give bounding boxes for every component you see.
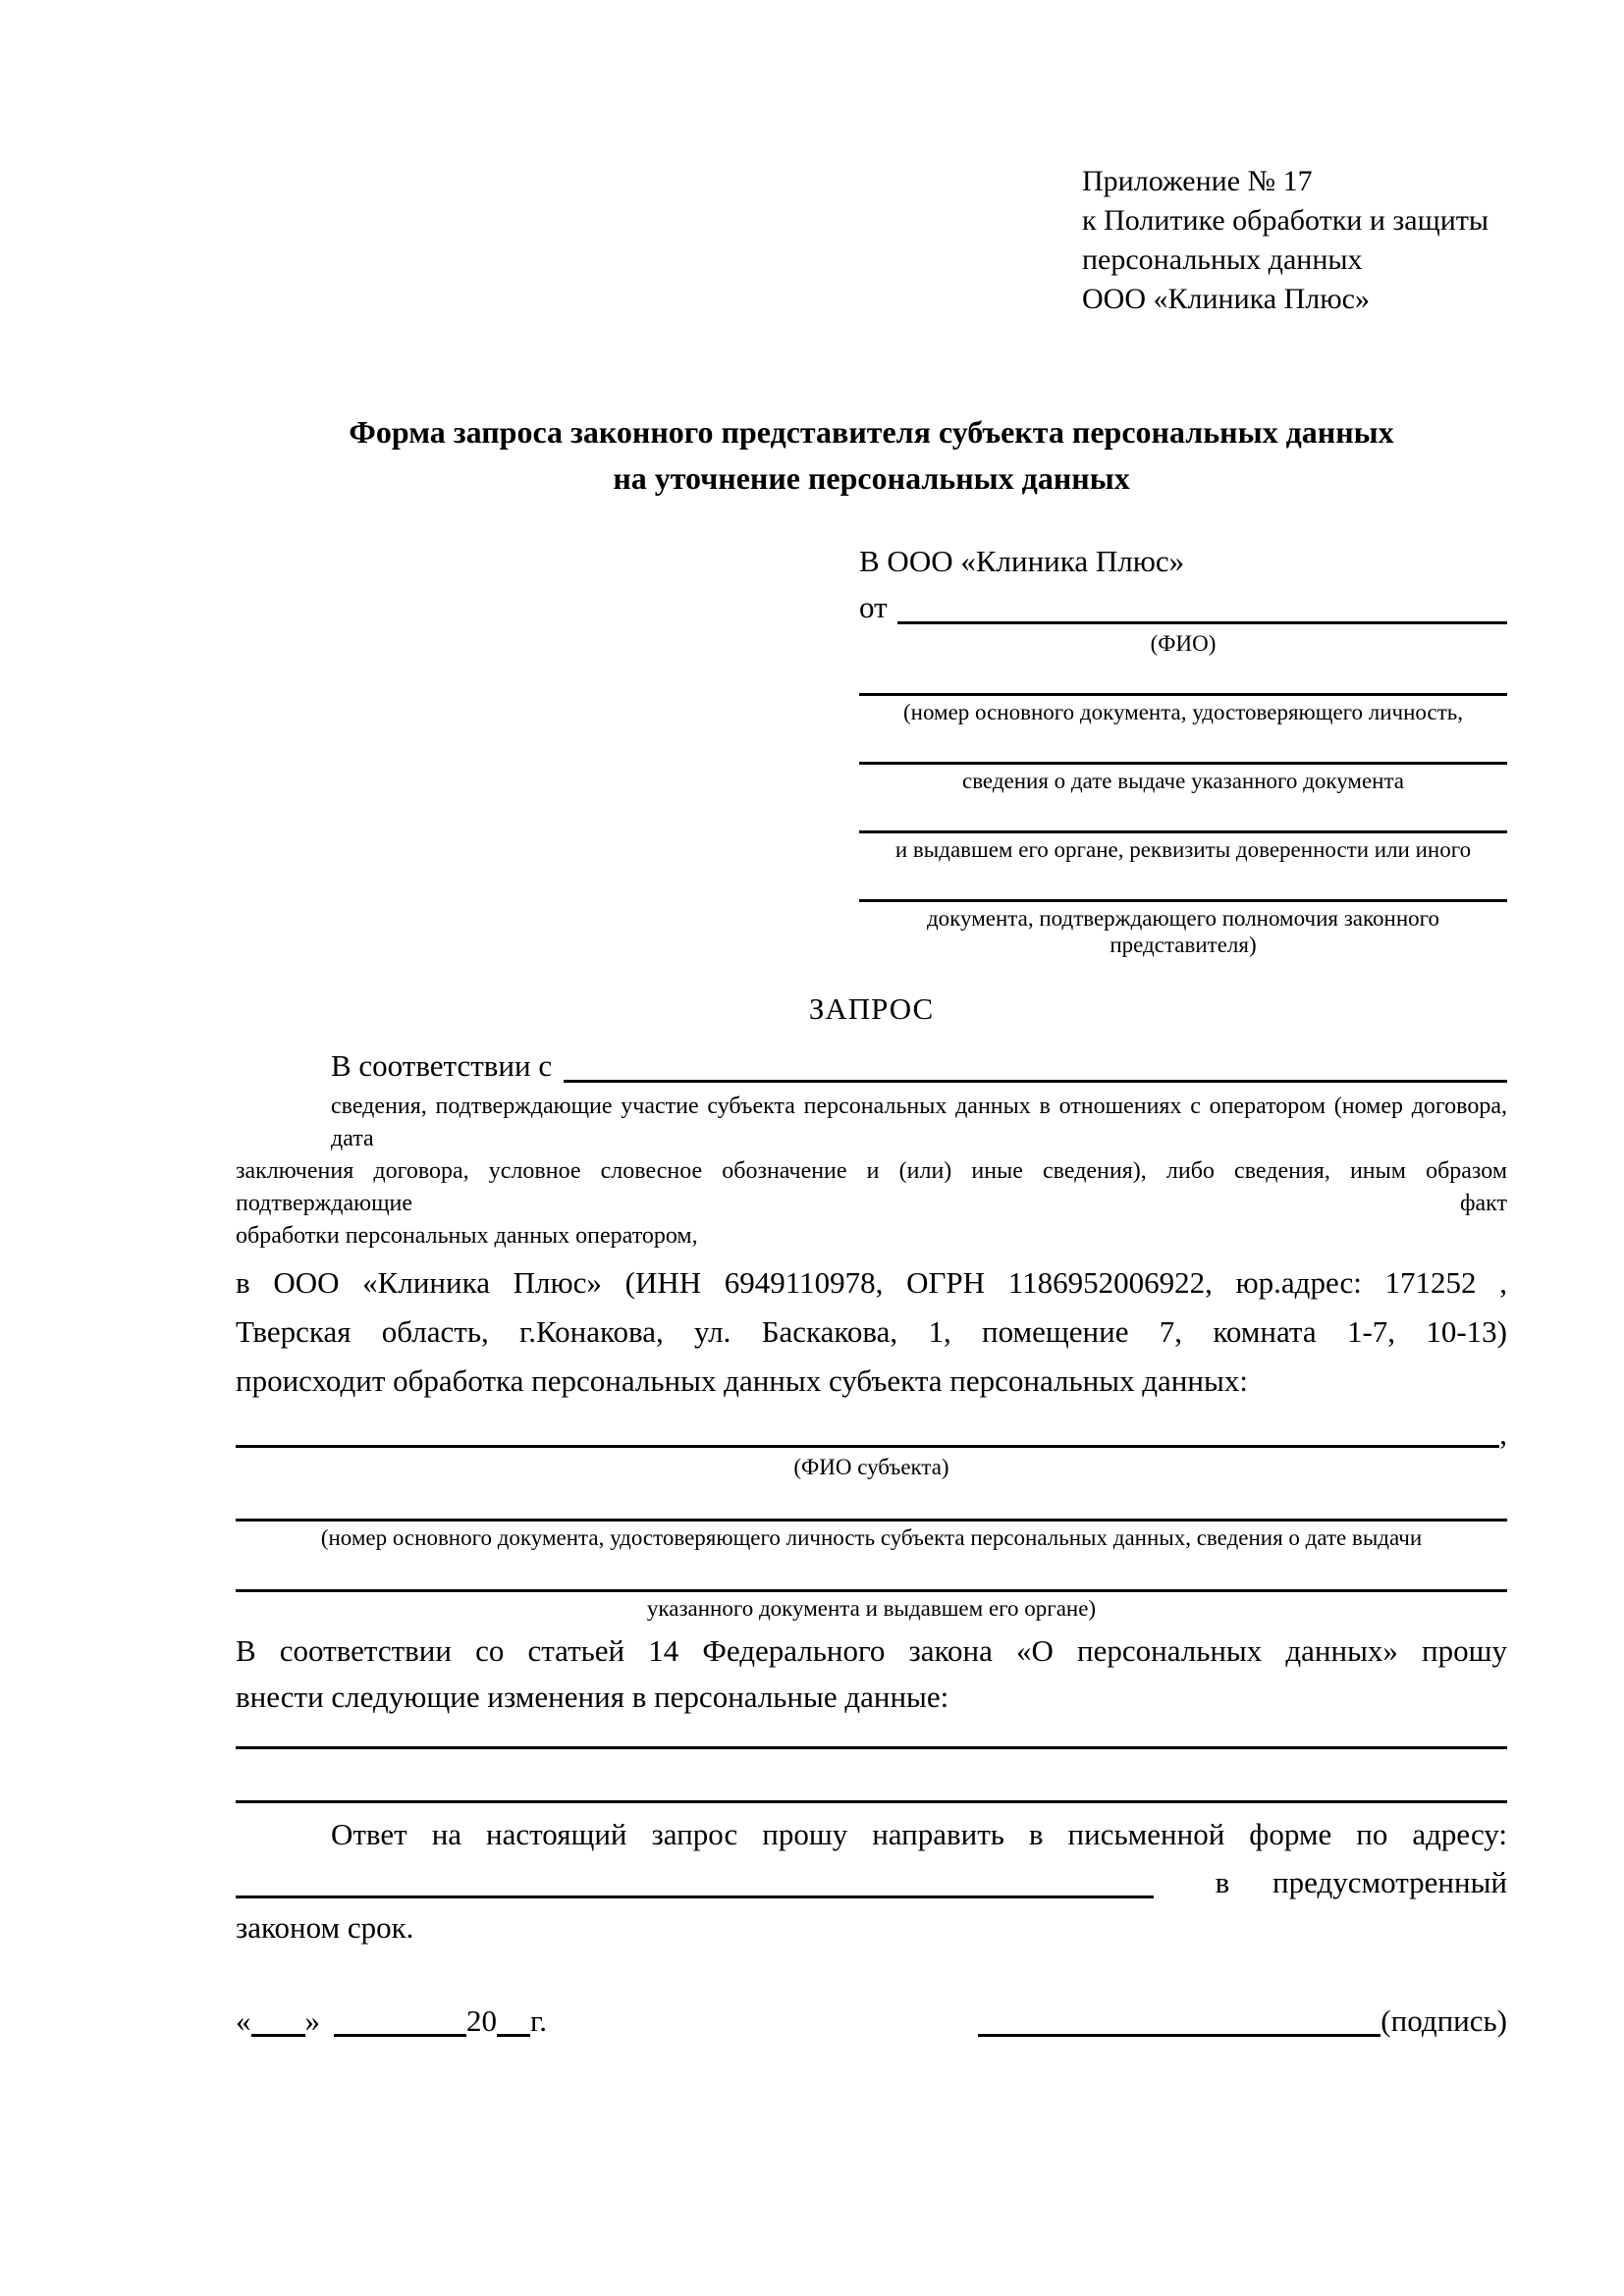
accordance-row — [236, 1041, 1507, 1087]
trailing-comma: , — [1499, 1416, 1507, 1451]
representative-doc-blank-line — [859, 725, 1507, 765]
operator-paragraph — [236, 1258, 1507, 1406]
subject-fio-row — [236, 1408, 1507, 1451]
appendix-line: ООО «Клиника Плюс» — [1082, 283, 1370, 315]
day-blank-line — [251, 2027, 305, 2037]
representative-doc-group — [859, 725, 1507, 794]
date-close-quote: » — [304, 2003, 320, 2038]
accordance-label: В соответствии с — [331, 1048, 553, 1083]
reply-address-row — [236, 1859, 1507, 1902]
appendix-line: персональных данных — [1082, 243, 1363, 276]
article-paragraph — [236, 1628, 1507, 1720]
date-signature-row — [236, 2000, 1507, 2043]
subject-doc-caption: указанного документа и выдавшем его органе) — [646, 1596, 1097, 1621]
from-blank-line — [897, 621, 1507, 624]
date-open-quote: « — [236, 2003, 251, 2038]
accordance-blank-line — [564, 1080, 1507, 1083]
representative-doc-blank-line — [859, 863, 1507, 902]
representative-doc-group — [859, 657, 1507, 725]
appendix-line: Приложение № 17 — [1082, 165, 1313, 197]
from-row — [859, 584, 1507, 627]
article-line: В соответствии со статьей 14 Федерального закона «О персональных данных» прошу — [236, 1633, 1507, 1668]
reply-end: законом срок. — [236, 1910, 414, 1945]
operator-line: в ООО «Клиника Плюс» (ИНН 6949110978, ОГРН 1186952006922, юр.адрес: 171252 , — [236, 1265, 1507, 1300]
reply-tail: в предусмотренный — [1215, 1865, 1507, 1899]
title-line: Форма запроса законного представителя субъекта персональных данных — [349, 414, 1394, 450]
reply-paragraph: Ответ на настоящий запрос прошу направить в письменной форме по адресу: — [331, 1817, 1507, 1851]
fio-caption: (ФИО) — [1150, 631, 1217, 656]
representative-doc-caption: сведения о дате выдаче указанного документа — [961, 769, 1405, 793]
year-prefix: 20 — [466, 2003, 497, 2038]
signature-caption: (подпись) — [1380, 2003, 1507, 2038]
request-heading: ЗАПРОС — [808, 991, 935, 1026]
from-label: от — [859, 590, 888, 624]
representative-doc-caption: и выдавшем его органе, реквизиты доверенности или иного — [894, 837, 1472, 862]
addressee-block — [859, 539, 1507, 958]
changes-blank-line — [236, 1749, 1507, 1803]
operator-line: Тверская область, г.Конакова, ул. Баскакова, 1, помещение 7, комната 1-7, 10-13) — [236, 1314, 1507, 1349]
subject-fio-blank-line — [236, 1445, 1499, 1448]
representative-doc-caption: документа, подтверждающего полномочия законного представителя) — [926, 906, 1439, 957]
year-suffix: г. — [530, 2003, 547, 2038]
article-line: внести следующие изменения в персональные данные: — [236, 1680, 949, 1714]
subject-fio-caption: (ФИО субъекта) — [793, 1455, 949, 1479]
footnote-line: заключения договора, условное словесное обозначение и (или) иные сведения), либо сведения, иным образом подтверждающие факт — [236, 1158, 1507, 1216]
footnote-line: обработки персональных данных оператором, — [236, 1223, 698, 1249]
reply-address-blank-line — [236, 1896, 1154, 1898]
subject-doc-caption: (номер основного документа, удостоверяющего личность субъекта персональных данных, сведения о дате выдачи — [320, 1525, 1423, 1550]
footnote-line: сведения, подтверждающие участие субъекта персональных данных в отношениях с оператором (номер договора, дата — [331, 1094, 1507, 1151]
addressee-to: В ООО «Клиника Плюс» — [859, 544, 1185, 578]
representative-doc-group — [859, 863, 1507, 958]
changes-blank-line — [236, 1720, 1507, 1749]
representative-doc-blank-line — [859, 657, 1507, 696]
appendix-line: к Политике обработки и защиты — [1082, 204, 1489, 237]
representative-doc-blank-line — [859, 794, 1507, 833]
document-title — [236, 409, 1507, 502]
signature-blank-line — [978, 2027, 1380, 2037]
appendix-header — [1082, 162, 1507, 319]
month-blank-line — [334, 2027, 466, 2037]
subject-doc-blank-line — [236, 1480, 1507, 1522]
operator-line: происходит обработка персональных данных субъекта персональных данных: — [236, 1363, 1248, 1398]
footnote — [236, 1091, 1507, 1253]
signature-part — [978, 2000, 1507, 2043]
subject-doc-blank-line — [236, 1551, 1507, 1592]
representative-doc-caption: (номер основного документа, удостоверяющего личность, — [902, 700, 1463, 724]
date-part — [236, 2000, 547, 2043]
year-blank-line — [497, 2027, 530, 2037]
title-line: на уточнение персональных данных — [613, 460, 1130, 496]
representative-doc-group — [859, 794, 1507, 863]
